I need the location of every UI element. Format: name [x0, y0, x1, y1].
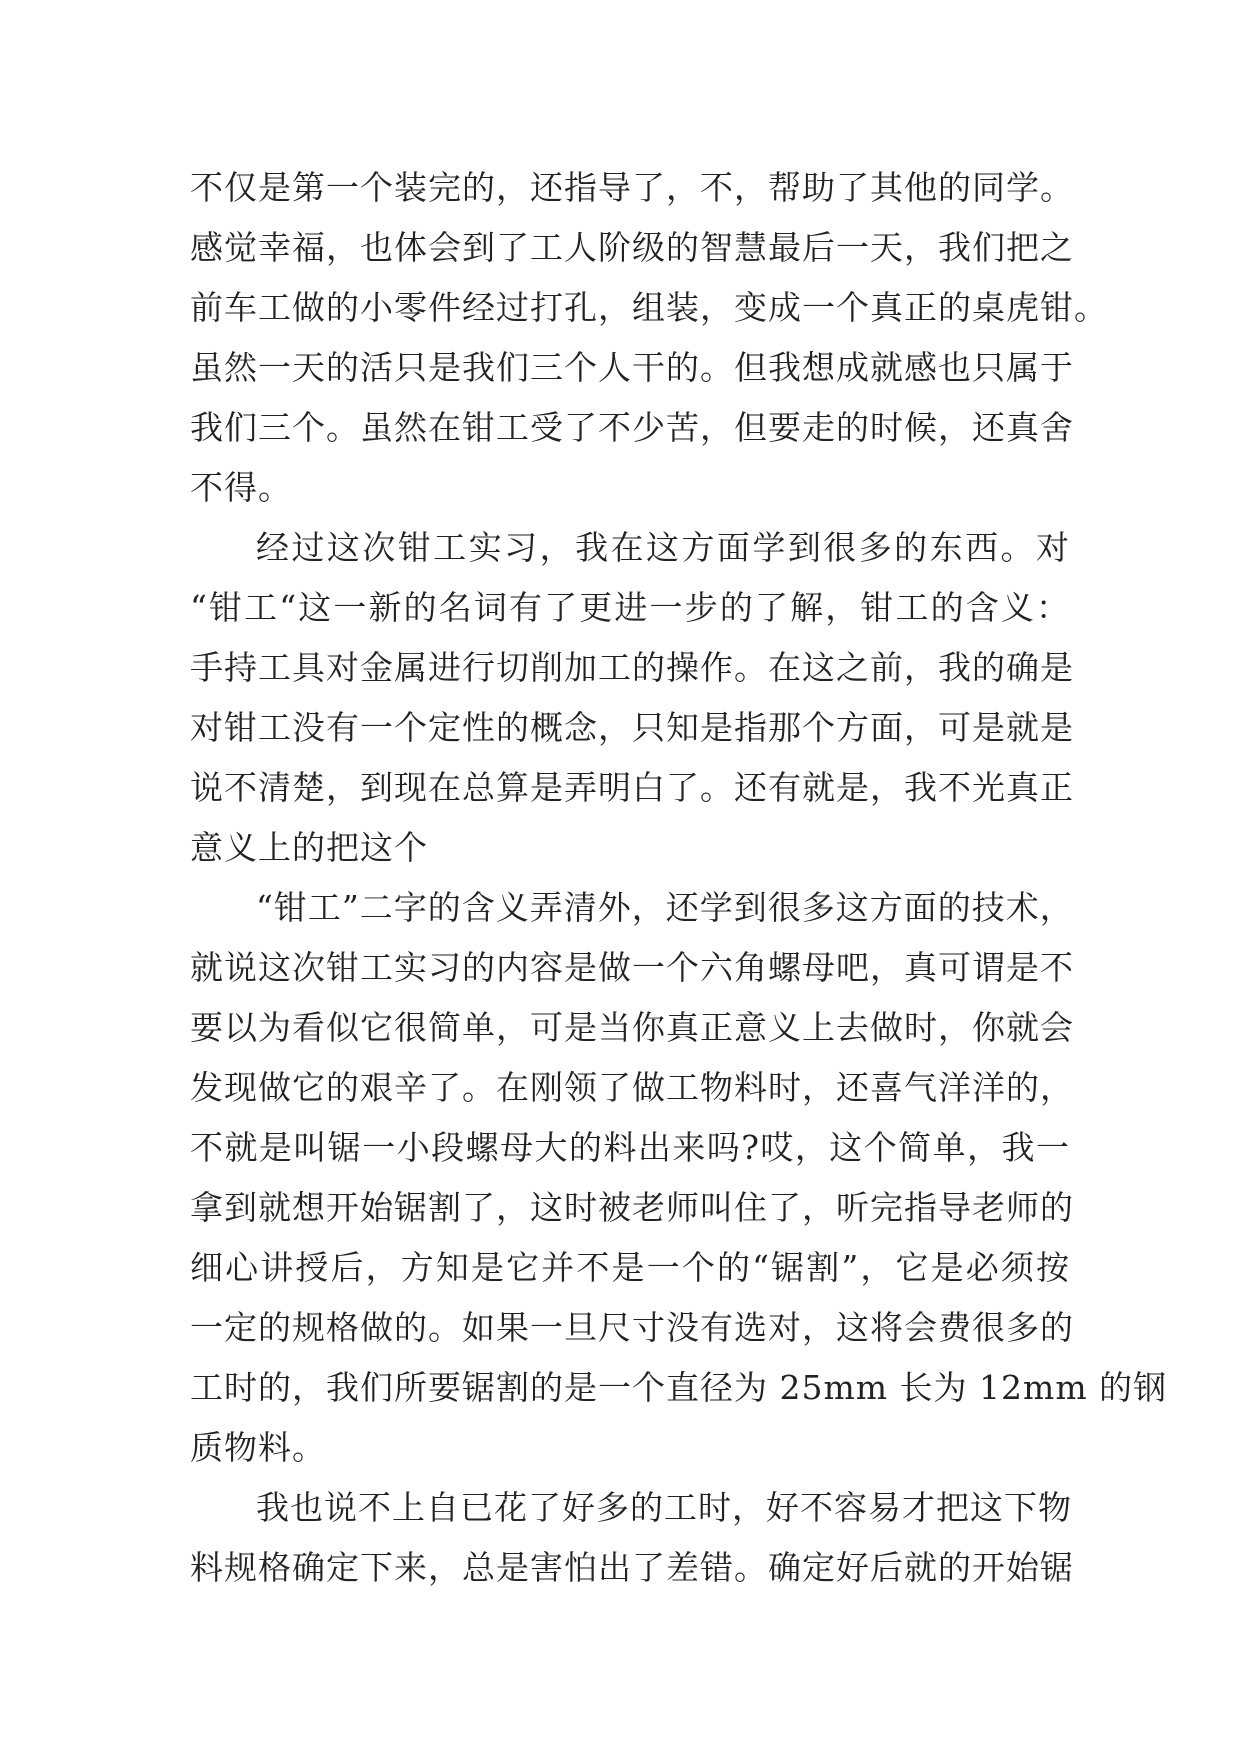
text-line-2: 感觉幸福，也体会到了工人阶级的智慧最后一天，我们把之: [190, 228, 1074, 267]
text-line-10: 对钳工没有一个定性的概念，只知是指那个方面，可是就是: [190, 708, 1074, 747]
text-line-11: 说不清楚，到现在总算是弄明白了。还有就是，我不光真正: [190, 768, 1074, 807]
text-line-6: 不得。: [190, 468, 292, 507]
text-line-22: 质物料。: [190, 1428, 326, 1467]
text-line-4: 虽然一天的活只是我们三个人干的。但我想成就感也只属于: [190, 348, 1074, 387]
text-line-14: 就说这次钳工实习的内容是做一个六角螺母吧，真可谓是不: [190, 948, 1074, 987]
text-line-21: 工时的，我们所要锯割的是一个直径为 25mm 长为 12mm 的钢: [190, 1368, 1168, 1407]
text-line-8: “钳工“这一新的名词有了更进一步的了解，钳工的含义：: [190, 588, 1070, 627]
text-line-20: 一定的规格做的。如果一旦尺寸没有选对，这将会费很多的: [190, 1308, 1074, 1347]
paragraph-start-line: 我也说不上自已花了好多的工时，好不容易才把这下物: [256, 1488, 1072, 1527]
text-line-16: 发现做它的艰辛了。在刚领了做工物料时，还喜气洋洋的，: [190, 1068, 1074, 1107]
text-line-3: 前车工做的小零件经过打孔，组装，变成一个真正的桌虎钳。: [190, 288, 1108, 327]
text-line-19: 细心讲授后，方知是它并不是一个的“锯割”，它是必须按: [190, 1248, 1070, 1287]
body-text: [190, 158, 1168, 1598]
text-line-24: 料规格确定下来，总是害怕出了差错。确定好后就的开始锯: [190, 1548, 1074, 1587]
paragraph-start-line: “钳工”二字的含义弄清外，还学到很多这方面的技术，: [256, 888, 1074, 927]
paragraph-start-line: 经过这次钳工实习，我在这方面学到很多的东西。对: [256, 528, 1070, 567]
text-line-12: 意义上的把这个: [190, 828, 428, 867]
text-line-18: 拿到就想开始锯割了，这时被老师叫住了，听完指导老师的: [190, 1188, 1074, 1227]
text-line-1: 不仅是第一个装完的，还指导了，不，帮助了其他的同学。: [190, 168, 1074, 207]
text-line-9: 手持工具对金属进行切削加工的操作。在这之前，我的确是: [190, 648, 1074, 687]
text-line-17: 不就是叫锯一小段螺母大的料出来吗?哎，这个简单，我一: [190, 1128, 1070, 1167]
text-line-5: 我们三个。虽然在钳工受了不少苦，但要走的时候，还真舍: [190, 408, 1074, 447]
text-line-15: 要以为看似它很简单，可是当你真正意义上去做时，你就会: [190, 1008, 1074, 1047]
